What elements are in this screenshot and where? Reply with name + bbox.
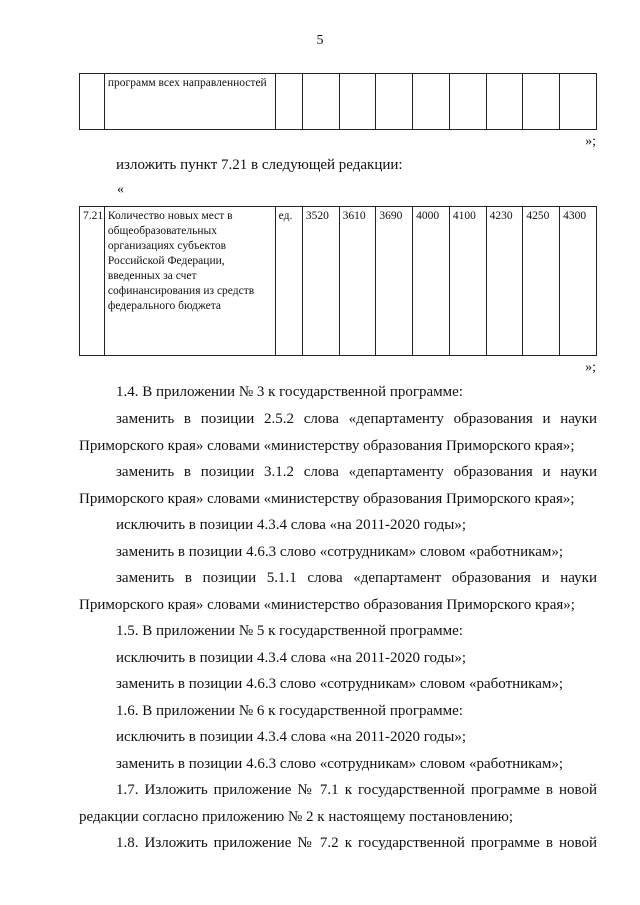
table-cell-value: 4000	[413, 207, 450, 356]
table-cell-unit: ед.	[275, 207, 302, 356]
table-cell-value	[486, 74, 523, 130]
table-cell-value	[302, 74, 339, 130]
table-cell-value	[413, 74, 450, 130]
table-cell-value: 3610	[339, 207, 376, 356]
paragraph-line: исключить в позиции 4.3.4 слова «на 2011-2020 годы»;	[116, 650, 466, 666]
indicator-table-continuation	[79, 73, 597, 130]
table-cell-value	[376, 74, 413, 130]
opening-quote: «	[117, 182, 124, 197]
table-cell-value	[523, 74, 560, 130]
table-cell-value: 3520	[302, 207, 339, 356]
paragraph-line: заменить в позиции 4.6.3 слово «сотрудникам» словом «работникам»;	[116, 756, 564, 772]
page-number: 5	[316, 33, 324, 48]
paragraph-line: Приморского края» словами «министерству образования Приморского края»;	[79, 438, 575, 454]
table-cell-value: 4230	[486, 207, 523, 356]
paragraph-line: заменить в позиции 4.6.3 слово «сотрудникам» словом «работникам»;	[116, 544, 564, 560]
paragraph-1-4: 1.4. В приложении № 3 к государственной программе:	[116, 384, 463, 400]
paragraph-line: заменить в позиции 3.1.2 слова «департаменту образования и науки	[116, 464, 597, 480]
closing-quote: »;	[585, 134, 596, 149]
indicator-table-7-21	[79, 206, 597, 356]
table-cell-name: Количество новых мест в общеобразовательных организациях субъектов Российской Федерации, введенных за счет софинансирования из средств федерального бюджета	[104, 207, 275, 356]
table-cell-value: 4300	[560, 207, 597, 356]
paragraph-line: исключить в позиции 4.3.4 слова «на 2011-2020 годы»;	[116, 517, 466, 533]
paragraph-line: заменить в позиции 2.5.2 слова «департаменту образования и науки	[116, 411, 597, 427]
paragraph-1-5: 1.5. В приложении № 5 к государственной программе:	[116, 623, 463, 639]
paragraph-line: заменить в позиции 5.1.1 слова «департамент образования и науки	[116, 570, 597, 586]
table-cell-number	[80, 74, 105, 130]
table-row	[80, 74, 597, 130]
paragraph-line: редакции согласно приложению № 2 к настоящему постановлению;	[79, 809, 514, 825]
table-cell-value	[560, 74, 597, 130]
paragraph-line: исключить в позиции 4.3.4 слова «на 2011-2020 годы»;	[116, 729, 466, 745]
table-cell-value	[339, 74, 376, 130]
table-row	[80, 207, 597, 356]
intro-line: изложить пункт 7.21 в следующей редакции:	[116, 157, 403, 173]
table-cell-value: 3690	[376, 207, 413, 356]
paragraph-1-8: 1.8. Изложить приложение № 7.2 к государственной программе в новой	[116, 835, 597, 851]
paragraph-line: заменить в позиции 4.6.3 слово «сотрудникам» словом «работникам»;	[116, 676, 564, 692]
paragraph-1-6: 1.6. В приложении № 6 к государственной программе:	[116, 703, 463, 719]
table-cell-number: 7.21.	[80, 207, 105, 356]
closing-quote: »;	[585, 360, 596, 375]
table-cell-name: программ всех направленностей	[104, 74, 275, 130]
paragraph-line: Приморского края» словами «министерству образования Приморского края»;	[79, 491, 575, 507]
table-cell-value: 4250	[523, 207, 560, 356]
table-cell-value: 4100	[449, 207, 486, 356]
paragraph-1-7: 1.7. Изложить приложение № 7.1 к государственной программе в новой	[116, 782, 597, 798]
table-cell-value	[449, 74, 486, 130]
table-cell-unit	[275, 74, 302, 130]
paragraph-line: Приморского края» словами «министерство образования Приморского края»;	[79, 597, 575, 613]
